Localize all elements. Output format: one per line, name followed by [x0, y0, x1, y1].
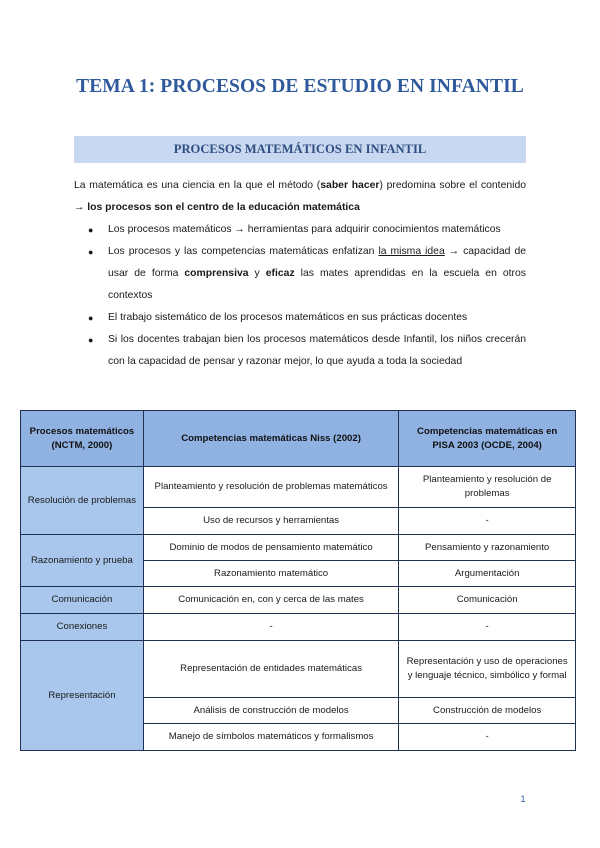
intro-bold-2: los procesos son el centro de la educación matemática [87, 202, 360, 213]
pisa-cell: - [399, 614, 576, 641]
bullet-text: y [248, 268, 266, 279]
header-pisa: Competencias matemáticas en PISA 2003 (OCDE, 2004) [399, 411, 576, 467]
niss-cell: Planteamiento y resolución de problemas matemáticos [143, 467, 398, 508]
niss-cell: Manejo de símbolos matemáticos y formalismos [143, 724, 398, 751]
bullet-item [74, 329, 526, 373]
bullet-icon: ● [88, 335, 94, 345]
bullet-bold-text: comprensiva [184, 268, 249, 279]
intro-text-2: ) predomina sobre el contenido → [74, 180, 526, 213]
process-representacion: Representación [21, 641, 144, 751]
bullet-icon: ● [88, 225, 94, 235]
niss-cell: Dominio de modos de pensamiento matemático [143, 535, 398, 561]
niss-cell: - [143, 614, 398, 641]
bullet-item [74, 307, 526, 329]
bullet-text: las mates aprendidas en la escuela en otros contextos [108, 268, 526, 301]
bullet-text: Los procesos y las competencias matemáticas enfatizan [108, 246, 379, 257]
table-row [21, 614, 576, 641]
table-row [21, 535, 576, 561]
table-header-row [21, 411, 576, 467]
process-razonamiento: Razonamiento y prueba [21, 535, 144, 587]
bullet-icon: ● [88, 247, 94, 257]
header-nctm: Procesos matemáticos (NCTM, 2000) [21, 411, 144, 467]
process-resolucion: Resolución de problemas [21, 467, 144, 535]
bullet-text: Los procesos matemáticos → herramientas para adquirir conocimientos matemáticos [108, 224, 501, 235]
pisa-cell: Construcción de modelos [399, 698, 576, 724]
table-row [21, 641, 576, 698]
pisa-cell: Pensamiento y razonamiento [399, 535, 576, 561]
header-niss: Competencias matemáticas Niss (2002) [143, 411, 398, 467]
niss-cell: Uso de recursos y herramientas [143, 508, 398, 535]
process-conexiones: Conexiones [21, 614, 144, 641]
page-number: 1 [520, 794, 526, 804]
bullet-text: Si los docentes trabajan bien los procesos matemáticos desde Infantil, los niños crecerán con la capacidad de pensar y razonar mejor, lo que ayuda a toda la sociedad [108, 334, 526, 367]
pisa-cell: - [399, 724, 576, 751]
bullet-list [74, 219, 526, 373]
bullet-item [74, 219, 526, 241]
competencies-table [20, 410, 576, 751]
pisa-cell: Comunicación [399, 587, 576, 614]
pisa-cell: Representación y uso de operaciones y lenguaje técnico, simbólico y formal [399, 641, 576, 698]
intro-bold-1: saber hacer [320, 180, 380, 191]
bullet-underlined-text: la misma idea [378, 246, 445, 257]
niss-cell: Comunicación en, con y cerca de las mates [143, 587, 398, 614]
pisa-cell: - [399, 508, 576, 535]
niss-cell: Razonamiento matemático [143, 561, 398, 587]
bullet-text: → capacidad de usar de forma [108, 246, 526, 279]
pisa-cell: Planteamiento y resolución de problemas [399, 467, 576, 508]
page-title: TEMA 1: PROCESOS DE ESTUDIO EN INFANTIL [76, 76, 524, 97]
table-row [21, 467, 576, 508]
bullet-icon: ● [88, 313, 94, 323]
intro-text-1: La matemática es una ciencia en la que el método ( [74, 180, 321, 191]
table-row [21, 587, 576, 614]
niss-cell: Análisis de construcción de modelos [143, 698, 398, 724]
intro-paragraph [74, 175, 526, 219]
niss-cell: Representación de entidades matemáticas [143, 641, 398, 698]
pisa-cell: Argumentación [399, 561, 576, 587]
section-title: PROCESOS MATEMÁTICOS EN INFANTIL [74, 136, 526, 163]
bullet-text: El trabajo sistemático de los procesos matemáticos en sus prácticas docentes [108, 312, 468, 323]
process-comunicacion: Comunicación [21, 587, 144, 614]
bullet-item [74, 241, 526, 307]
bullet-bold-text: eficaz [265, 268, 295, 279]
